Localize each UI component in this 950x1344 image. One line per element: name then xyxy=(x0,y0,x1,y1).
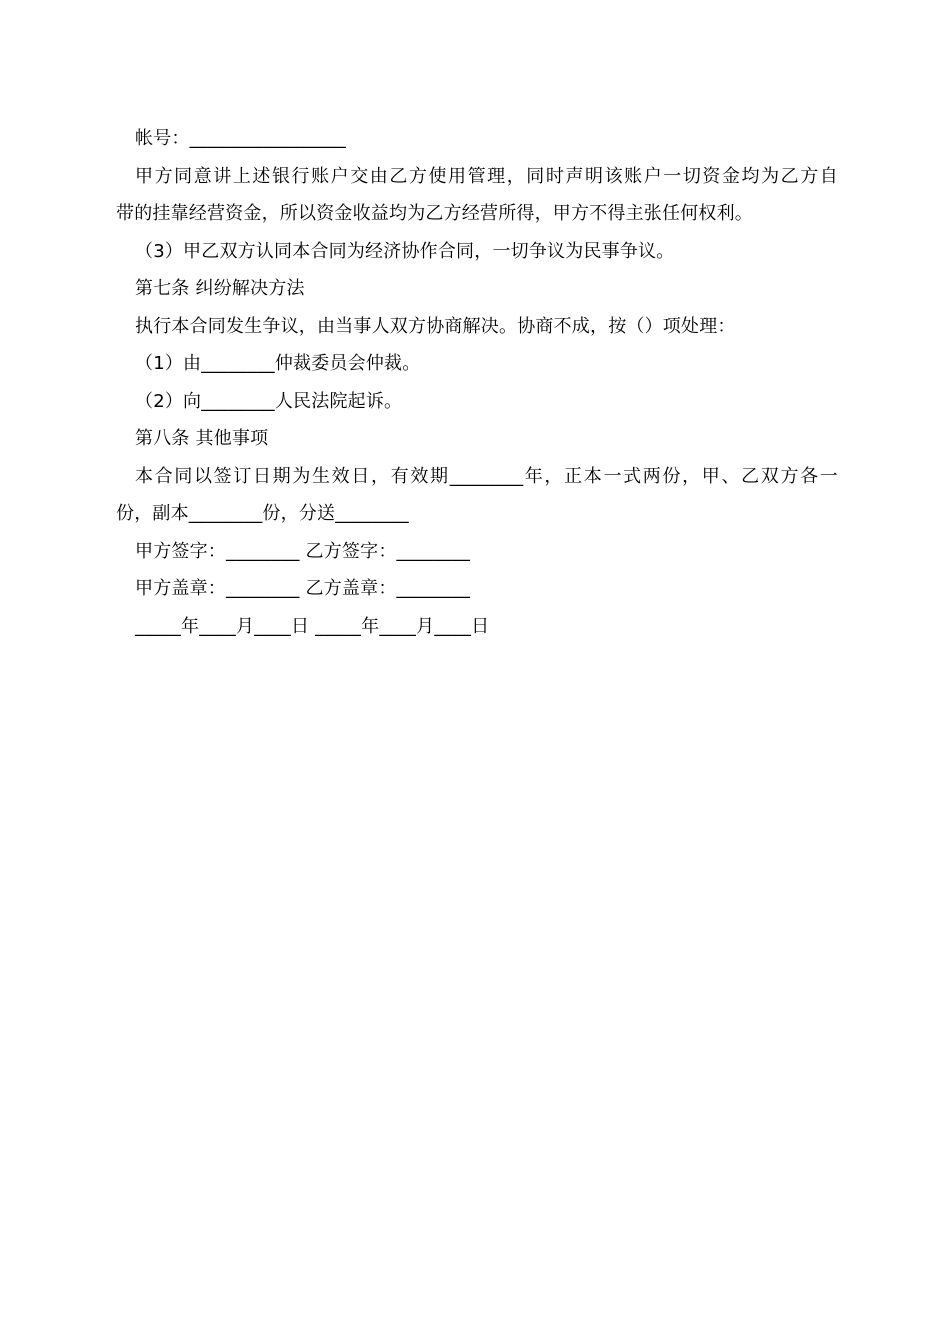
signature-line: 甲方签字：________ 乙方签字：________ xyxy=(135,540,471,562)
article-7-heading: 第七条 纠纷解决方法 xyxy=(135,278,305,299)
article-8-body-line-2: 份，副本________份，分送________ xyxy=(116,503,409,524)
article-8-body-line-1: 本合同以签订日期为生效日，有效期________年，正本一式两份，甲、乙双方各一 xyxy=(135,465,838,487)
date-line: _____年____月____日 _____年____月____日 xyxy=(135,615,490,637)
account-agreement-paragraph-line-2: 带的挂靠经营资金，所以资金收益均为乙方经营所得，甲方不得主张任何权利。 xyxy=(116,203,753,224)
contract-text xyxy=(116,120,838,645)
clause-3-line: （3）甲乙双方认同本合同为经济协作合同，一切争议为民事争议。 xyxy=(135,240,675,262)
seal-line: 甲方盖章：________ 乙方盖章：________ xyxy=(135,578,471,599)
account-agreement-paragraph-line-1: 甲方同意讲上述银行账户交由乙方使用管理，同时声明该账户一切资金均为乙方自 xyxy=(135,165,838,187)
article-7-option-1: （1）由________仲裁委员会仲裁。 xyxy=(135,353,421,374)
article-7-option-2: （2）向________人民法院起诉。 xyxy=(135,390,403,412)
article-8-heading: 第八条 其他事项 xyxy=(135,428,269,449)
account-number-line: 帐号：_________________ xyxy=(135,128,346,149)
article-7-body: 执行本合同发生争议，由当事人双方协商解决。协商不成，按（）项处理： xyxy=(135,315,736,337)
